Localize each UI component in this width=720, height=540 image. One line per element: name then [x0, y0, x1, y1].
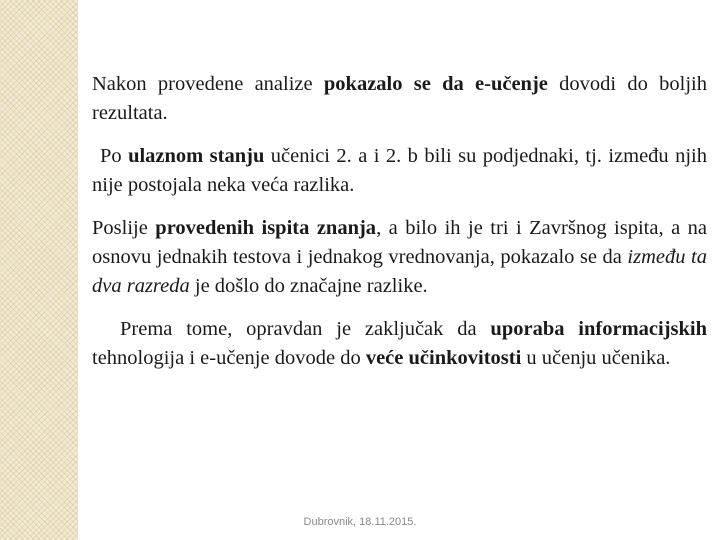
paragraph-2-text-2: učenici 2. a i 2. b bili su podjednaki, tj. između njih nije postojala neka veća razlika. [92, 145, 707, 196]
paragraph-3-italic-1: između ta dva razreda [92, 246, 707, 297]
paragraph-3-bold-1: provedenih ispita znanja [155, 217, 377, 239]
paragraph-3-text-1: Poslije [92, 217, 156, 239]
paragraph-1 [92, 70, 707, 128]
paragraph-4-text-2: tehnologija i e-učenje dovode do [92, 347, 366, 369]
paragraph-4-text-3: u učenju učenika. [521, 347, 671, 369]
paragraph-4-text-1: Prema tome, opravdan je zaključak da [120, 318, 491, 340]
paragraph-1-bold-1: pokazalo se da e-učenje [323, 73, 548, 95]
paragraph-4-bold-2: veće učinkovitosti [365, 347, 522, 369]
paragraph-3 [92, 214, 707, 301]
decorative-side-band [0, 0, 78, 540]
footer-date-location: Dubrovnik, 18.11.2015. [303, 516, 417, 528]
paragraph-1-text-2: dovodi do boljih rezultata. [92, 73, 707, 124]
paragraph-3-text-3: je došlo do značajne razlike. [189, 275, 428, 297]
paragraph-1-text-1: Nakon provedene analize [92, 73, 324, 95]
paragraph-2-text-1: Po [100, 145, 129, 167]
paragraph-2-bold-1: ulaznom stanju [128, 145, 265, 167]
paragraph-4 [92, 315, 707, 373]
paragraph-2 [92, 142, 707, 200]
paragraph-4-bold-1: uporaba informacijskih [490, 318, 707, 340]
slide-body [92, 70, 707, 373]
paragraph-3-text-2: , a bilo ih je tri i Završnog ispita, a na osnovu jednakih testova i jednakog vrednovanja, pokazalo se da [92, 217, 707, 268]
